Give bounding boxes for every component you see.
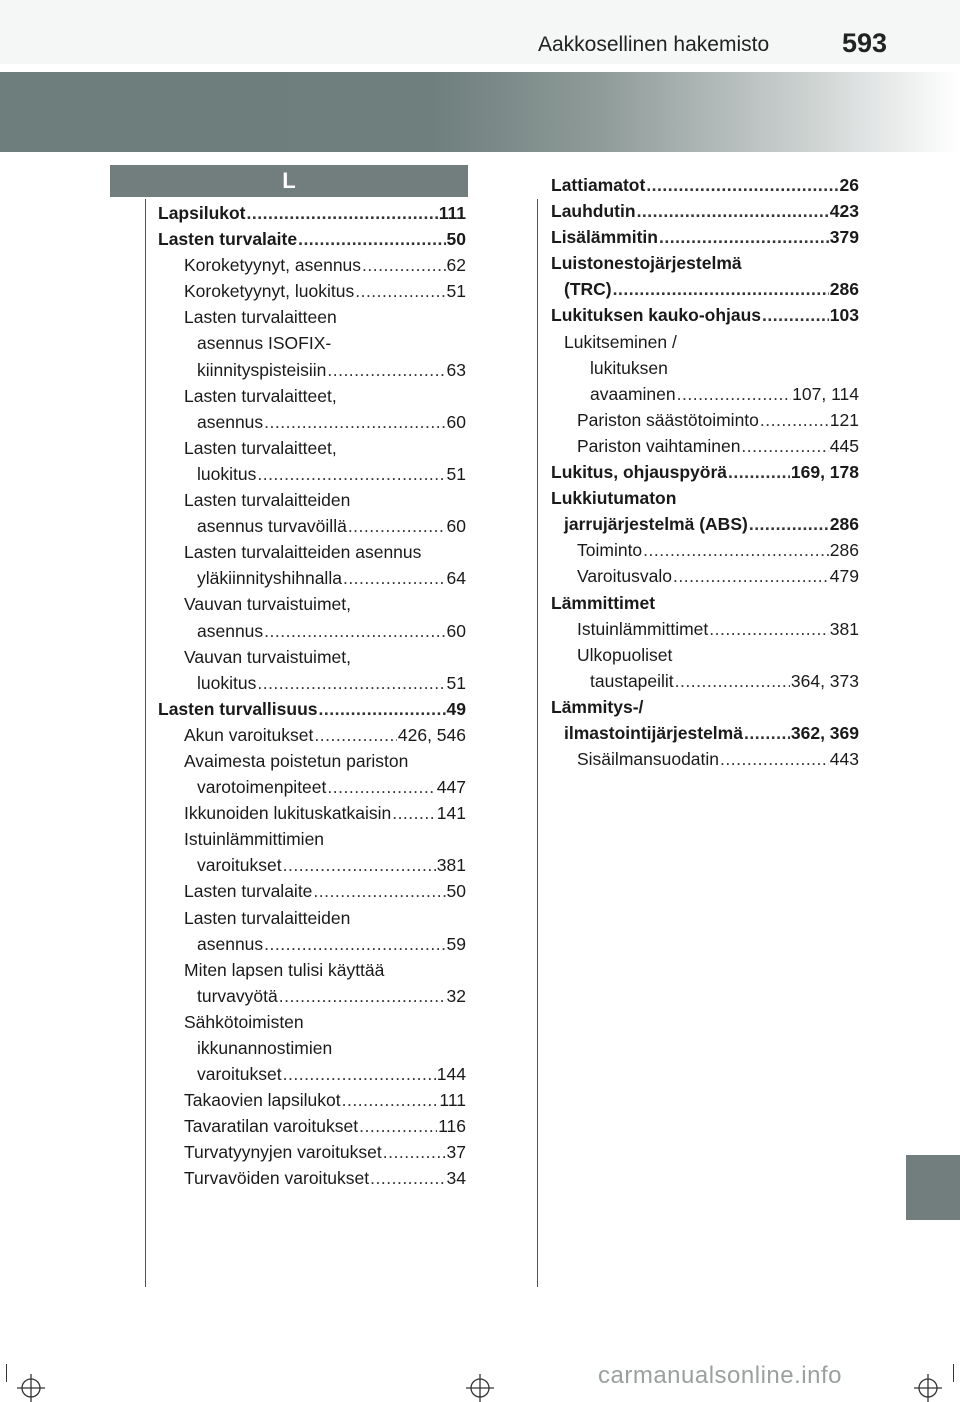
left-column-rule	[145, 199, 146, 1287]
index-entry-line: Lasten turvalaitteiden asennus	[184, 542, 422, 563]
index-entry-term: asennus	[197, 620, 264, 641]
index-entry	[551, 172, 859, 198]
index-entry-page: 479	[829, 566, 859, 587]
index-entry-page: 103	[829, 305, 859, 326]
crop-mark-icon	[17, 1374, 45, 1402]
dot-leader	[264, 409, 445, 435]
index-entry	[158, 852, 466, 878]
index-entry-term: Lattiamatot	[551, 175, 646, 195]
index-entry-line: asennus ISOFIX-	[197, 333, 332, 354]
index-entry-page: 60	[446, 411, 466, 432]
dot-leader	[247, 200, 438, 226]
index-entry	[158, 409, 466, 435]
dot-leader	[741, 433, 828, 459]
index-entry-line: Lasten turvalaitteiden	[184, 490, 351, 511]
index-entry-line: Vauvan turvaistuimet,	[184, 646, 351, 667]
index-entry-term: Sisäilmansuodatin	[577, 749, 720, 770]
index-entry-page: 443	[829, 749, 859, 770]
index-entry-line: Sähkötoimisten	[184, 1011, 304, 1032]
index-entry-page: 423	[829, 201, 859, 222]
index-entry	[158, 983, 466, 1009]
index-entry	[551, 276, 859, 302]
dot-leader	[728, 459, 790, 485]
index-entry	[551, 407, 859, 433]
index-entry	[158, 513, 466, 539]
index-entry-page: 379	[829, 227, 859, 248]
index-entry	[158, 670, 466, 696]
crop-tick	[953, 1364, 954, 1382]
index-entry-page: 426, 546	[397, 724, 466, 745]
dot-leader	[673, 563, 829, 589]
index-entry	[158, 618, 466, 644]
dot-leader	[314, 722, 397, 748]
dot-leader	[319, 696, 446, 722]
index-entry	[551, 302, 859, 328]
page-number: 593	[842, 28, 888, 58]
index-entry-term: asennus	[197, 933, 264, 954]
index-entry	[158, 878, 466, 904]
index-entry-term: Koroketyynyt, luokitus	[184, 281, 355, 302]
index-entry	[158, 278, 466, 304]
index-entry	[551, 511, 859, 537]
index-entry-page: 51	[446, 463, 466, 484]
index-entry-line: Avaimesta poistetun pariston	[184, 750, 409, 771]
dot-leader	[637, 198, 829, 224]
index-entry	[158, 722, 466, 748]
index-entry-line: Ulkopuoliset	[577, 644, 673, 665]
index-entry-term: yläkiinnityshihnalla	[197, 568, 342, 589]
index-entry-page: 63	[446, 359, 466, 380]
index-entry-page: 169, 178	[790, 462, 859, 483]
index-entry	[551, 563, 859, 589]
section-letter-heading: L	[110, 165, 468, 197]
header-title: Aakkosellinen hakemisto	[538, 33, 770, 56]
dot-leader	[257, 461, 445, 487]
index-entry-term: varoitukset	[197, 1064, 282, 1085]
index-entry-line: Lasten turvalaitteen	[184, 307, 337, 328]
dot-leader	[760, 407, 829, 433]
index-entry	[158, 357, 466, 383]
index-entry-term: Lasten turvallisuus	[158, 698, 318, 719]
index-entry	[551, 459, 859, 485]
index-column-right	[551, 172, 859, 772]
top-strip	[0, 0, 960, 64]
index-entry-page: 381	[436, 855, 466, 876]
index-entry-term: asennus	[197, 411, 264, 432]
dot-leader	[646, 172, 838, 198]
index-entry-term: Lukitus, ohjauspyörä	[551, 462, 727, 483]
index-entry-page: 286	[829, 540, 859, 561]
index-entry	[158, 1139, 466, 1165]
index-entry-term: Toiminto	[577, 540, 643, 561]
dot-leader	[362, 252, 445, 278]
watermark-text: carmanualsonline.info	[598, 1362, 842, 1389]
index-entry-line: Lasten turvalaitteet,	[184, 385, 337, 406]
index-entry-page: 121	[829, 409, 859, 430]
dot-leader	[298, 226, 445, 252]
index-entry-page: 62	[446, 255, 466, 276]
index-entry-term: Lapsilukot	[158, 203, 246, 223]
index-entry-line: lukituksen	[590, 357, 668, 378]
index-entry-line: Lasten turvalaitteiden	[184, 907, 351, 928]
index-entry	[158, 1061, 466, 1087]
index-entry	[158, 565, 466, 591]
index-entry	[158, 800, 466, 826]
index-entry-page: 59	[446, 933, 466, 954]
index-entry-term: jarrujärjestelmä (ABS)	[564, 514, 748, 535]
index-entry-term: taustapeilit	[590, 670, 674, 691]
chapter-thumb-tab	[906, 1155, 960, 1220]
index-entry-term: Lasten turvalaite	[158, 229, 298, 250]
index-entry	[551, 198, 859, 224]
index-column-left	[158, 200, 466, 1192]
index-entry	[551, 433, 859, 459]
index-entry-term: varotoimenpiteet	[197, 777, 327, 798]
index-entry-line: ikkunannostimien	[197, 1038, 333, 1058]
index-entry-page: 60	[446, 516, 466, 537]
index-entry	[551, 746, 859, 772]
dot-leader	[355, 278, 445, 304]
index-entry-page: 26	[839, 175, 859, 195]
index-entry-term: Lauhdutin	[551, 201, 636, 222]
index-entry-term: Varoitusvalo	[577, 566, 673, 587]
crop-mark-icon	[914, 1374, 942, 1402]
index-entry	[551, 720, 859, 746]
index-entry	[158, 461, 466, 487]
index-entry-term: Turvavöiden varoitukset	[184, 1168, 370, 1189]
index-entry-line: Lasten turvalaitteet,	[184, 437, 337, 458]
index-entry-term: varoitukset	[197, 855, 282, 876]
index-entry-page: 32	[446, 985, 466, 1006]
index-entry	[551, 381, 859, 407]
index-entry-term: turvavyötä	[197, 985, 278, 1006]
index-entry-page: 50	[446, 881, 466, 902]
index-entry-term: Lisälämmitin	[551, 227, 658, 248]
index-entry-page: 51	[446, 281, 466, 302]
index-entry	[158, 200, 466, 226]
index-entry	[158, 931, 466, 957]
index-entry-term: Koroketyynyt, asennus	[184, 255, 362, 276]
index-entry-line: Istuinlämmittimien	[184, 829, 325, 850]
index-entry-term: Pariston vaihtaminen	[577, 435, 741, 456]
index-entry-page: 50	[446, 229, 466, 250]
index-entry-page: 111	[438, 203, 466, 223]
index-entry-page: 116	[438, 1116, 466, 1137]
index-entry	[551, 224, 859, 250]
index-entry-term: ilmastointijärjestelmä	[564, 722, 743, 743]
index-entry-term: Ikkunoiden lukituskatkaisin	[184, 803, 392, 824]
index-entry-page: 37	[446, 1142, 466, 1163]
dot-leader	[283, 852, 436, 878]
dot-leader	[613, 276, 829, 302]
index-entry-page: 381	[829, 618, 859, 639]
index-entry	[158, 774, 466, 800]
dot-leader	[677, 381, 792, 407]
dot-leader	[643, 537, 829, 563]
index-entry-term: luokitus	[197, 463, 257, 484]
index-entry	[551, 537, 859, 563]
index-entry-line: Lukkiutumaton	[551, 488, 677, 509]
dot-leader	[709, 616, 829, 642]
index-entry	[551, 616, 859, 642]
dot-leader	[659, 224, 829, 250]
dot-leader	[370, 1165, 445, 1191]
crop-tick	[6, 1364, 7, 1382]
index-entry-page: 144	[436, 1064, 466, 1085]
index-entry	[158, 1165, 466, 1191]
index-entry-page: 34	[446, 1168, 466, 1189]
index-entry-term: avaaminen	[590, 383, 676, 404]
index-entry-term: Pariston säästötoiminto	[577, 409, 759, 430]
index-entry-term: Turvatyynyjen varoitukset	[184, 1142, 382, 1163]
dot-leader	[720, 746, 829, 772]
index-entry-line: Lämmitys-/	[551, 696, 644, 717]
index-entry-page: 362, 369	[790, 722, 859, 743]
index-entry-line: Lämmittimet	[551, 592, 656, 613]
index-entry-term: asennus turvavöillä	[197, 516, 347, 537]
dot-leader	[392, 800, 436, 826]
index-entry-term: Takaovien lapsilukot	[184, 1090, 341, 1111]
dot-leader	[342, 1087, 439, 1113]
index-entry-page: 111	[439, 1090, 466, 1111]
index-entry	[158, 1087, 466, 1113]
index-entry	[158, 1113, 466, 1139]
dot-leader	[675, 668, 790, 694]
index-entry	[158, 226, 466, 252]
index-entry-term: luokitus	[197, 672, 257, 693]
dot-leader	[744, 720, 790, 746]
dot-leader	[313, 878, 445, 904]
dot-leader	[327, 357, 445, 383]
dot-leader	[359, 1113, 437, 1139]
index-entry-term: Istuinlämmittimet	[577, 618, 709, 639]
dot-leader	[749, 511, 829, 537]
index-entry-line: Miten lapsen tulisi käyttää	[184, 959, 385, 980]
index-entry	[158, 696, 466, 722]
dot-leader	[762, 302, 829, 328]
index-entry-term: Akun varoitukset	[184, 724, 314, 745]
dot-leader	[383, 1139, 446, 1165]
dot-leader	[327, 774, 435, 800]
index-entry-line: Vauvan turvaistuimet,	[184, 594, 351, 615]
index-entry-page: 51	[446, 672, 466, 693]
index-entry-term: kiinnityspisteisiin	[197, 359, 327, 380]
index-entry-page: 286	[829, 279, 859, 300]
crop-mark-icon	[466, 1374, 494, 1402]
dot-leader	[283, 1061, 436, 1087]
dot-leader	[264, 618, 445, 644]
dot-leader	[348, 513, 446, 539]
index-entry-line: Luistonestojärjestelmä	[551, 253, 742, 274]
index-entry-page: 60	[446, 620, 466, 641]
index-entry-page: 445	[829, 435, 859, 456]
index-entry-page: 447	[436, 777, 466, 798]
index-entry	[158, 252, 466, 278]
index-entry-page: 49	[446, 698, 466, 719]
index-entry-page: 286	[829, 514, 859, 535]
index-entry-page: 64	[446, 568, 466, 589]
index-entry-term: Lukituksen kauko-ohjaus	[551, 305, 762, 326]
index-entry	[551, 668, 859, 694]
index-entry-line: Lukitseminen /	[564, 331, 677, 352]
header-banner	[0, 72, 960, 152]
index-entry-term: Lasten turvalaite	[184, 881, 313, 902]
dot-leader	[264, 931, 445, 957]
right-column-rule	[537, 199, 538, 1287]
index-entry-page: 364, 373	[790, 670, 859, 691]
dot-leader	[279, 983, 446, 1009]
dot-leader	[257, 670, 445, 696]
index-entry-term: (TRC)	[564, 279, 612, 300]
index-entry-page: 107, 114	[792, 383, 859, 404]
index-entry-page: 141	[436, 803, 466, 824]
dot-leader	[343, 565, 446, 591]
index-entry-term: Tavaratilan varoitukset	[184, 1116, 359, 1137]
